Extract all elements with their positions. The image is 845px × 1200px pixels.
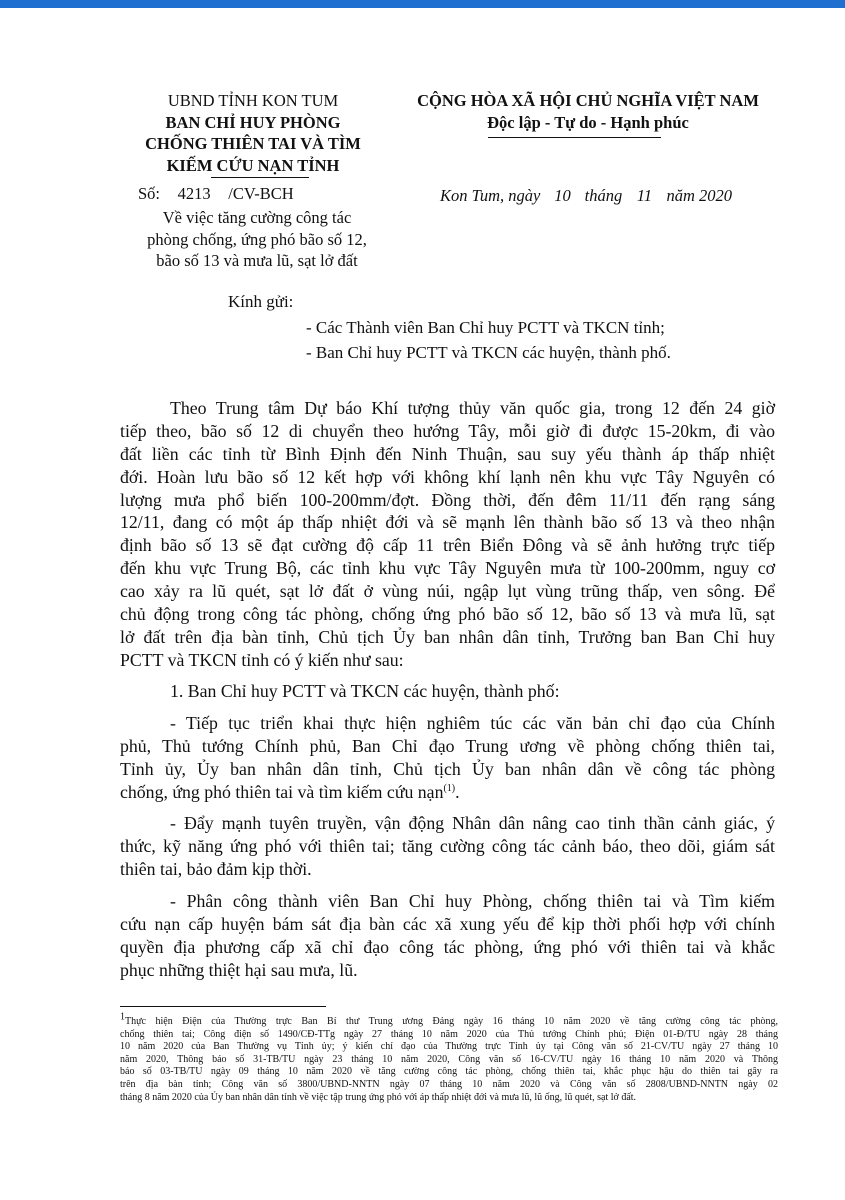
recipient-item-2: - Ban Chỉ huy PCTT và TKCN các huyện, thành phố. [306, 343, 671, 362]
document-subject [112, 207, 402, 272]
issuer-line-2: BAN CHỈ HUY PHÒNG [165, 112, 341, 132]
month-label: tháng [584, 186, 623, 205]
p1-line: 12/11, đang có một áp thấp nhiệt đới và sẽ mạnh lên thành bão số 13 và theo nhận [120, 512, 775, 533]
place-label: Kon Tum, ngày [440, 186, 541, 205]
p2-line: Tỉnh ủy, Ủy ban nhân dân tỉnh, Chủ tịch Ủy ban nhân dân về công tác phòng [120, 758, 775, 779]
footnote-line: năm 2020, Thông báo số 31-TB/TU ngày 23 tháng 10 năm 2020, Công văn số 16-CV/TU ngày 16 tháng 10 năm 2020 và Thông [120, 1053, 778, 1065]
footnote-separator [120, 1006, 326, 1007]
footnote-mark: 1 [120, 1011, 125, 1023]
p2-line-end: . [455, 781, 460, 802]
p4-line: - Phân công thành viên Ban Chỉ huy Phòng, chống thiên tai và Tìm kiếm [170, 891, 775, 911]
p1-line: lở đất trên địa bàn tỉnh, Chủ tịch Ủy ban nhân dân tỉnh, Trưởng ban Ban Chỉ huy [120, 626, 775, 647]
body-paragraph-4 [120, 890, 775, 982]
recipient-item-1: - Các Thành viên Ban Chỉ huy PCTT và TKCN tỉnh; [306, 318, 665, 337]
top-accent-bar [0, 0, 845, 8]
p1-line: đới. Hoàn lưu bão số 12 kết hợp với không khí lạnh nên khu vực Tây Nguyên có [120, 466, 775, 487]
p1-line: Theo Trung tâm Dự báo Khí tượng thủy văn quốc gia, trong 12 đến 24 giờ [170, 398, 775, 418]
section-1-text: 1. Ban Chỉ huy PCTT và TKCN các huyện, thành phố: [170, 681, 560, 701]
national-motto-1: CỘNG HÒA XÃ HỘI CHỦ NGHĨA VIỆT NAM [417, 91, 759, 110]
date-month: 11 [636, 186, 652, 205]
motto-underline [488, 137, 661, 138]
p1-line: chủ động trong công tác phòng, chống ứng phó bão số 12, bão số 13 và mưa lũ, sạt [120, 604, 775, 625]
p4-line: cứu nạn cấp huyện bám sát địa bàn các xã xung yếu để kịp thời phối hợp với chính [120, 913, 775, 934]
p2-line: phủ, Thủ tướng Chính phủ, Ban Chỉ đạo Trung ương về phòng chống thiên tai, [120, 735, 775, 756]
p1-line: đến khu vực Trung Bộ, các tỉnh khu vực Tây Nguyên mưa từ 100-200mm, nguy cơ [120, 558, 775, 579]
so-label: Số: [138, 184, 161, 203]
year-label: năm 2020 [666, 186, 733, 205]
footnote-line: tháng 8 năm 2020 của Ủy ban nhân dân tỉnh về việc tập trung ứng phó với áp thấp nhiệt đới và mưa lũ, lũ ống, lũ quét, sạt lở đất. [120, 1091, 637, 1103]
p1-line: đất liền các tỉnh từ Bình Định đến Ninh Thuận, sau suy yếu thành áp thấp nhiệt [120, 443, 775, 464]
footnote-line-text: Thực hiện Điện của Thường trực Ban Bí thư Trung ương Đảng ngày 16 tháng 10 năm 2020 về tăng cường công tác phòng, [125, 1016, 778, 1027]
document-number [138, 184, 294, 204]
footnote-line: 10 năm 2020 của Ban Thường vụ Tỉnh ủy; ý kiến chỉ đạo của Thường trực Tỉnh ủy tại Công văn số 21-CV/TU ngày 27 tháng 10 [120, 1041, 778, 1053]
subject-line-2: phòng chống, ứng phó bão số 12, [147, 229, 367, 249]
body-paragraph-2 [120, 712, 775, 804]
p1-line: cao xảy ra lũ quét, sạt lở đất ở vùng núi, ngập lụt vùng trũng thấp, ven sông. Để [120, 581, 775, 602]
footnote-line [120, 1011, 778, 1029]
p1-line: định bão số 13 sẽ đạt cường độ cấp 11 trên Biển Đông và sẽ ảnh hưởng trực tiếp [120, 535, 775, 556]
issuer-underline [211, 177, 309, 178]
p4-line: phục những thiệt hại sau mưa, lũ. [120, 959, 358, 980]
p3-line: thiên tai, bảo đảm kịp thời. [120, 858, 312, 879]
body-paragraph-1 [120, 397, 775, 672]
issuer-line-4-text: KIẾM CỨU NẠN TỈNH [166, 155, 340, 175]
footnote-line: báo số 03-TB/TU ngày 09 tháng 10 năm 2020 về tăng cường công tác phòng, chống thiên tai, khắc phục hậu do thiên tai gây ra [120, 1066, 778, 1078]
issuer-header [118, 90, 388, 176]
p2-line-last [120, 781, 775, 804]
p4-line: quyền địa phương cấp xã chỉ đạo công tác phòng, ứng phó với thiên tai và khắc [120, 936, 775, 957]
subject-line-3: bão số 13 và mưa lũ, sạt lở đất [156, 251, 358, 270]
so-suffix: /CV-BCH [228, 184, 294, 203]
date-day: 10 [554, 186, 571, 205]
p1-line: lượng mưa phổ biến 100-200mm/đợt. Đồng thời, đến đêm 11/11 đến rạng sáng [120, 489, 775, 510]
subject-line-1: Về việc tăng cường công tác [162, 208, 352, 227]
p2-line: - Tiếp tục triển khai thực hiện nghiêm túc các văn bản chỉ đạo của Chính [170, 713, 775, 733]
place-date [440, 186, 732, 206]
footnote-line: chống thiên tai; Công điện số 1490/CĐ-TTg ngày 27 tháng 10 năm 2020 của Thủ tướng Chính phủ; Điện 01-Đ/TU ngày 28 tháng [120, 1028, 778, 1040]
p3-line: thức, kỹ năng ứng phó với thiên tai; tăng cường công tác cảnh báo, theo dõi, giám sát [120, 835, 775, 856]
section-1-heading [120, 680, 775, 703]
footnote-reference[interactable]: (1) [443, 782, 456, 794]
p1-line: PCTT và TKCN tỉnh có ý kiến như sau: [120, 649, 404, 670]
body-paragraph-3 [120, 812, 775, 881]
p3-line: - Đẩy mạnh tuyên truyền, vận động Nhân dân nâng cao tinh thần cảnh giác, ý [170, 813, 775, 833]
national-header [378, 90, 798, 133]
issuer-line-3: CHỐNG THIÊN TAI VÀ TÌM [145, 134, 361, 153]
so-number: 4213 [177, 184, 211, 203]
national-motto-2: Độc lập - Tự do - Hạnh phúc [487, 112, 689, 132]
recipients-label: Kính gửi: [228, 292, 294, 311]
issuer-line-4 [118, 155, 388, 177]
p2-line-text: chống, ứng phó thiên tai và tìm kiếm cứu nạn [120, 781, 444, 802]
footnote [120, 1011, 778, 1104]
footnote-line: trên địa bàn tỉnh; Công văn số 3800/UBND-NNTN ngày 07 tháng 10 năm 2020 và Công văn số 2808/UBND-NNTN ngày 02 [120, 1078, 778, 1090]
issuer-line-1: UBND TỈNH KON TUM [167, 91, 339, 110]
p1-line: tiếp theo, bão số 12 di chuyển theo hướng Tây, mỗi giờ đi được 15-20km, đi vào [120, 420, 775, 441]
